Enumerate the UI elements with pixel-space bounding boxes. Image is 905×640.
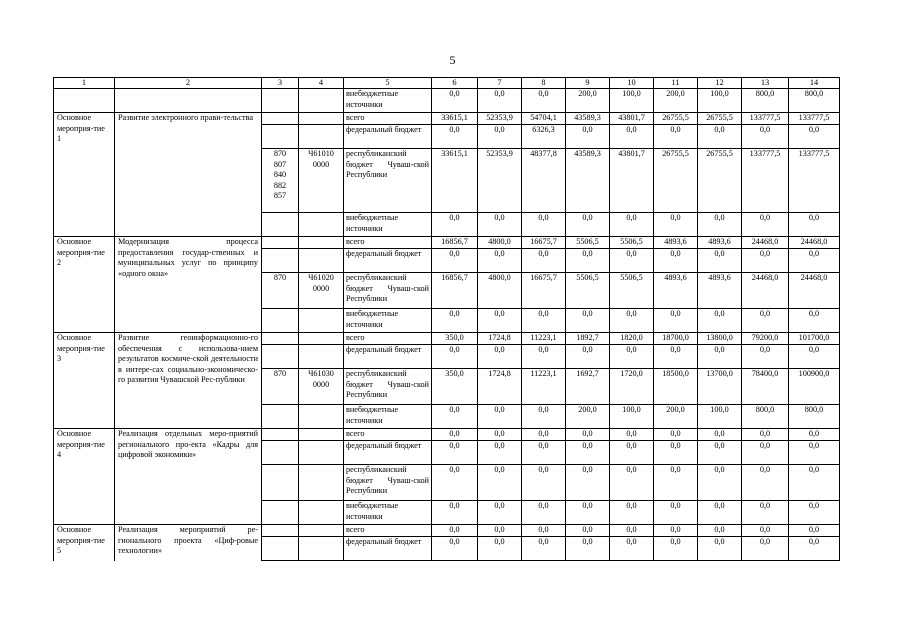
csr-cell: [299, 429, 344, 441]
value-cell: 0,0: [566, 309, 610, 333]
value-cell: 0,0: [478, 525, 522, 537]
value-cell: 0,0: [698, 345, 742, 369]
grbs-cell: [262, 465, 299, 501]
source-cell: внебюджетные источники: [344, 309, 432, 333]
value-cell: 0,0: [522, 405, 566, 429]
value-cell: 0,0: [566, 345, 610, 369]
value-cell: 133777,5: [789, 113, 840, 125]
source-cell: федеральный бюджет: [344, 249, 432, 273]
csr-cell: [299, 465, 344, 501]
value-cell: 0,0: [742, 249, 789, 273]
csr-cell: [299, 333, 344, 345]
value-cell: 0,0: [566, 525, 610, 537]
column-header: 11: [654, 78, 698, 89]
row-name-cell: [54, 89, 115, 113]
source-cell: федеральный бюджет: [344, 441, 432, 465]
grbs-cell: 870 807 840 882 857: [262, 149, 299, 213]
table-row: [54, 525, 840, 537]
value-cell: 0,0: [478, 249, 522, 273]
value-cell: 4893,6: [654, 273, 698, 309]
value-cell: 0,0: [742, 309, 789, 333]
value-cell: 0,0: [566, 501, 610, 525]
value-cell: 0,0: [432, 249, 478, 273]
source-cell: всего: [344, 429, 432, 441]
value-cell: 0,0: [432, 89, 478, 113]
value-cell: 100,0: [698, 405, 742, 429]
csr-cell: [299, 249, 344, 273]
value-cell: 11223,1: [522, 369, 566, 405]
value-cell: 0,0: [478, 213, 522, 237]
measure-title: Развитие электронного прави-тельства: [115, 113, 262, 237]
source-cell: республиканский бюджет Чуваш-ской Республики: [344, 273, 432, 309]
value-cell: 0,0: [478, 405, 522, 429]
value-cell: 0,0: [478, 345, 522, 369]
table-row: [54, 237, 840, 249]
value-cell: 0,0: [789, 213, 840, 237]
source-cell: внебюджетные источники: [344, 89, 432, 113]
measure-name: Основное мероприя-тие 4: [54, 429, 115, 525]
column-header: 3: [262, 78, 299, 89]
value-cell: 0,0: [698, 249, 742, 273]
value-cell: 133777,5: [742, 149, 789, 213]
table-row: [54, 113, 840, 125]
source-cell: республиканский бюджет Чуваш-ской Республики: [344, 149, 432, 213]
value-cell: 6326,3: [522, 125, 566, 149]
value-cell: 0,0: [698, 501, 742, 525]
budget-table: [53, 77, 840, 561]
value-cell: 0,0: [610, 501, 654, 525]
value-cell: 0,0: [566, 465, 610, 501]
grbs-cell: [262, 309, 299, 333]
table-row: [54, 333, 840, 345]
value-cell: 26755,5: [654, 113, 698, 125]
source-cell: республиканский бюджет Чуваш-ской Республики: [344, 369, 432, 405]
value-cell: 24468,0: [789, 237, 840, 249]
value-cell: 4800,0: [478, 273, 522, 309]
value-cell: 0,0: [432, 441, 478, 465]
csr-cell: [299, 441, 344, 465]
source-cell: всего: [344, 525, 432, 537]
value-cell: 0,0: [789, 429, 840, 441]
value-cell: 0,0: [522, 525, 566, 537]
value-cell: 18700,0: [654, 333, 698, 345]
value-cell: 0,0: [478, 465, 522, 501]
value-cell: 0,0: [742, 525, 789, 537]
grbs-cell: [262, 501, 299, 525]
value-cell: 350,0: [432, 369, 478, 405]
value-cell: 52353,9: [478, 149, 522, 213]
value-cell: 0,0: [698, 429, 742, 441]
column-header: 13: [742, 78, 789, 89]
row-title-cell: [115, 89, 262, 113]
value-cell: 0,0: [432, 501, 478, 525]
table-row: [54, 429, 840, 441]
value-cell: 0,0: [698, 309, 742, 333]
csr-cell: [299, 309, 344, 333]
value-cell: 1820,0: [610, 333, 654, 345]
value-cell: 54704,1: [522, 113, 566, 125]
csr-cell: [299, 113, 344, 125]
value-cell: 11223,1: [522, 333, 566, 345]
value-cell: 0,0: [789, 537, 840, 561]
value-cell: 350,0: [432, 333, 478, 345]
value-cell: 24468,0: [742, 237, 789, 249]
value-cell: 0,0: [610, 441, 654, 465]
csr-cell: [299, 213, 344, 237]
value-cell: 0,0: [654, 309, 698, 333]
value-cell: 0,0: [522, 465, 566, 501]
value-cell: 0,0: [610, 345, 654, 369]
grbs-cell: [262, 405, 299, 429]
column-header: 1: [54, 78, 115, 89]
csr-cell: Ч61010 0000: [299, 149, 344, 213]
value-cell: 52353,9: [478, 113, 522, 125]
value-cell: 0,0: [610, 213, 654, 237]
grbs-cell: [262, 333, 299, 345]
value-cell: 0,0: [432, 405, 478, 429]
value-cell: 0,0: [698, 525, 742, 537]
value-cell: 0,0: [478, 125, 522, 149]
value-cell: 0,0: [522, 345, 566, 369]
value-cell: 0,0: [789, 501, 840, 525]
source-cell: всего: [344, 113, 432, 125]
measure-name: Основное мероприя-тие 3: [54, 333, 115, 429]
value-cell: 24468,0: [789, 273, 840, 309]
grbs-cell: [262, 525, 299, 537]
value-cell: 0,0: [698, 537, 742, 561]
value-cell: 18500,0: [654, 369, 698, 405]
measure-title: Модернизация процесса предоставления государ-ственных и муниципальных услуг по принципу «одного окна»: [115, 237, 262, 333]
value-cell: 0,0: [522, 309, 566, 333]
grbs-cell: [262, 125, 299, 149]
value-cell: 13700,0: [698, 369, 742, 405]
value-cell: 100900,0: [789, 369, 840, 405]
value-cell: 43801,7: [610, 149, 654, 213]
value-cell: 100,0: [698, 89, 742, 113]
value-cell: 33615,1: [432, 113, 478, 125]
column-header: 6: [432, 78, 478, 89]
value-cell: 1892,7: [566, 333, 610, 345]
value-cell: 16856,7: [432, 237, 478, 249]
grbs-cell: 870: [262, 369, 299, 405]
value-cell: 4893,6: [654, 237, 698, 249]
column-header: 14: [789, 78, 840, 89]
value-cell: 133777,5: [789, 149, 840, 213]
value-cell: 0,0: [432, 537, 478, 561]
value-cell: 26755,5: [698, 113, 742, 125]
value-cell: 0,0: [566, 213, 610, 237]
value-cell: 0,0: [478, 501, 522, 525]
value-cell: 200,0: [566, 89, 610, 113]
value-cell: 0,0: [654, 501, 698, 525]
column-header: 4: [299, 78, 344, 89]
grbs-cell: 870: [262, 273, 299, 309]
grbs-cell: [262, 113, 299, 125]
grbs-cell: [262, 537, 299, 561]
grbs-cell: [262, 441, 299, 465]
value-cell: 5506,5: [566, 237, 610, 249]
value-cell: 0,0: [522, 89, 566, 113]
value-cell: 0,0: [566, 249, 610, 273]
value-cell: 48377,8: [522, 149, 566, 213]
value-cell: 43589,3: [566, 149, 610, 213]
value-cell: 5506,5: [610, 237, 654, 249]
value-cell: 0,0: [522, 249, 566, 273]
value-cell: 0,0: [654, 429, 698, 441]
csr-cell: [299, 237, 344, 249]
measure-name: Основное мероприя-тие 2: [54, 237, 115, 333]
csr-cell: Ч61020 0000: [299, 273, 344, 309]
measure-title: Реализация отдельных меро-приятий регионального про-екта «Кадры для цифровой экономики»: [115, 429, 262, 525]
value-cell: 100,0: [610, 405, 654, 429]
measure-title: Реализация мероприятий ре-гионального проекта «Циф-ровые технологии»: [115, 525, 262, 561]
value-cell: 100,0: [610, 89, 654, 113]
column-header: 10: [610, 78, 654, 89]
value-cell: 78400,0: [742, 369, 789, 405]
value-cell: 26755,5: [654, 149, 698, 213]
value-cell: 0,0: [789, 309, 840, 333]
value-cell: 0,0: [698, 465, 742, 501]
grbs-cell: [262, 249, 299, 273]
value-cell: 0,0: [742, 501, 789, 525]
value-cell: 0,0: [610, 537, 654, 561]
value-cell: 0,0: [522, 501, 566, 525]
value-cell: 0,0: [566, 429, 610, 441]
column-header: 5: [344, 78, 432, 89]
measure-title: Развитие геоинформационно-го обеспечения с использова-нием результатов космиче-ской деятельности в интере-сах социально-экономическо-го развития Чувашской Рес-публики: [115, 333, 262, 429]
value-cell: 0,0: [654, 213, 698, 237]
value-cell: 200,0: [654, 405, 698, 429]
value-cell: 0,0: [478, 309, 522, 333]
value-cell: 0,0: [610, 465, 654, 501]
value-cell: 0,0: [654, 537, 698, 561]
source-cell: всего: [344, 333, 432, 345]
value-cell: 0,0: [698, 441, 742, 465]
table-body: [54, 89, 840, 561]
page-number: 5: [449, 53, 456, 67]
value-cell: 1720,0: [610, 369, 654, 405]
value-cell: 0,0: [522, 213, 566, 237]
value-cell: 0,0: [432, 125, 478, 149]
value-cell: 0,0: [654, 345, 698, 369]
source-cell: федеральный бюджет: [344, 345, 432, 369]
value-cell: 0,0: [610, 309, 654, 333]
grbs-cell: [262, 89, 299, 113]
source-cell: всего: [344, 237, 432, 249]
value-cell: 0,0: [610, 429, 654, 441]
source-cell: федеральный бюджет: [344, 537, 432, 561]
value-cell: 800,0: [742, 89, 789, 113]
measure-name: Основное мероприя-тие 1: [54, 113, 115, 237]
csr-cell: [299, 345, 344, 369]
value-cell: 24468,0: [742, 273, 789, 309]
value-cell: 0,0: [654, 125, 698, 149]
value-cell: 0,0: [478, 441, 522, 465]
value-cell: 0,0: [478, 537, 522, 561]
source-cell: внебюджетные источники: [344, 213, 432, 237]
column-header: 12: [698, 78, 742, 89]
value-cell: 0,0: [566, 537, 610, 561]
value-cell: 0,0: [522, 441, 566, 465]
value-cell: 1724,8: [478, 333, 522, 345]
csr-cell: [299, 89, 344, 113]
csr-cell: [299, 501, 344, 525]
value-cell: 4893,6: [698, 273, 742, 309]
value-cell: 0,0: [610, 525, 654, 537]
column-header: 8: [522, 78, 566, 89]
value-cell: 1692,7: [566, 369, 610, 405]
csr-cell: [299, 405, 344, 429]
value-cell: 0,0: [610, 125, 654, 149]
value-cell: 16856,7: [432, 273, 478, 309]
value-cell: 0,0: [432, 345, 478, 369]
value-cell: 13800,0: [698, 333, 742, 345]
value-cell: 43589,3: [566, 113, 610, 125]
value-cell: 0,0: [789, 441, 840, 465]
grbs-cell: [262, 345, 299, 369]
measure-name: Основное мероприя-тие 5: [54, 525, 115, 561]
value-cell: 0,0: [432, 429, 478, 441]
value-cell: 5506,5: [610, 273, 654, 309]
value-cell: 0,0: [522, 429, 566, 441]
value-cell: 0,0: [654, 249, 698, 273]
column-header: 7: [478, 78, 522, 89]
value-cell: 800,0: [789, 405, 840, 429]
grbs-cell: [262, 429, 299, 441]
csr-cell: [299, 537, 344, 561]
grbs-cell: [262, 237, 299, 249]
value-cell: 0,0: [566, 441, 610, 465]
source-cell: внебюджетные источники: [344, 501, 432, 525]
value-cell: 0,0: [654, 465, 698, 501]
source-cell: республиканский бюджет Чуваш-ской Республики: [344, 465, 432, 501]
value-cell: 200,0: [654, 89, 698, 113]
value-cell: 0,0: [742, 125, 789, 149]
value-cell: 0,0: [789, 125, 840, 149]
value-cell: 0,0: [742, 465, 789, 501]
value-cell: 4893,6: [698, 237, 742, 249]
source-cell: федеральный бюджет: [344, 125, 432, 149]
value-cell: 0,0: [789, 465, 840, 501]
value-cell: 0,0: [742, 213, 789, 237]
value-cell: 4800,0: [478, 237, 522, 249]
value-cell: 800,0: [789, 89, 840, 113]
header-row: [54, 78, 840, 89]
value-cell: 0,0: [610, 249, 654, 273]
value-cell: 0,0: [478, 89, 522, 113]
value-cell: 0,0: [789, 345, 840, 369]
value-cell: 16675,7: [522, 273, 566, 309]
value-cell: 1724,8: [478, 369, 522, 405]
value-cell: 0,0: [432, 309, 478, 333]
source-cell: внебюджетные источники: [344, 405, 432, 429]
value-cell: 26755,5: [698, 149, 742, 213]
value-cell: 0,0: [432, 213, 478, 237]
grbs-cell: [262, 213, 299, 237]
csr-cell: [299, 125, 344, 149]
value-cell: 0,0: [698, 213, 742, 237]
value-cell: 0,0: [789, 249, 840, 273]
csr-cell: [299, 525, 344, 537]
table-row: [54, 89, 840, 113]
value-cell: 0,0: [742, 429, 789, 441]
value-cell: 0,0: [432, 465, 478, 501]
value-cell: 0,0: [789, 525, 840, 537]
value-cell: 0,0: [654, 525, 698, 537]
value-cell: 0,0: [432, 525, 478, 537]
value-cell: 43801,7: [610, 113, 654, 125]
value-cell: 0,0: [742, 537, 789, 561]
value-cell: 200,0: [566, 405, 610, 429]
value-cell: 5506,5: [566, 273, 610, 309]
value-cell: 0,0: [522, 537, 566, 561]
value-cell: 0,0: [478, 429, 522, 441]
value-cell: 0,0: [654, 441, 698, 465]
value-cell: 133777,5: [742, 113, 789, 125]
value-cell: 79200,0: [742, 333, 789, 345]
value-cell: 0,0: [698, 125, 742, 149]
value-cell: 16675,7: [522, 237, 566, 249]
value-cell: 101700,0: [789, 333, 840, 345]
value-cell: 33615,1: [432, 149, 478, 213]
column-header: 2: [115, 78, 262, 89]
value-cell: 800,0: [742, 405, 789, 429]
csr-cell: Ч61030 0000: [299, 369, 344, 405]
column-header: 9: [566, 78, 610, 89]
value-cell: 0,0: [742, 345, 789, 369]
value-cell: 0,0: [742, 441, 789, 465]
value-cell: 0,0: [566, 125, 610, 149]
